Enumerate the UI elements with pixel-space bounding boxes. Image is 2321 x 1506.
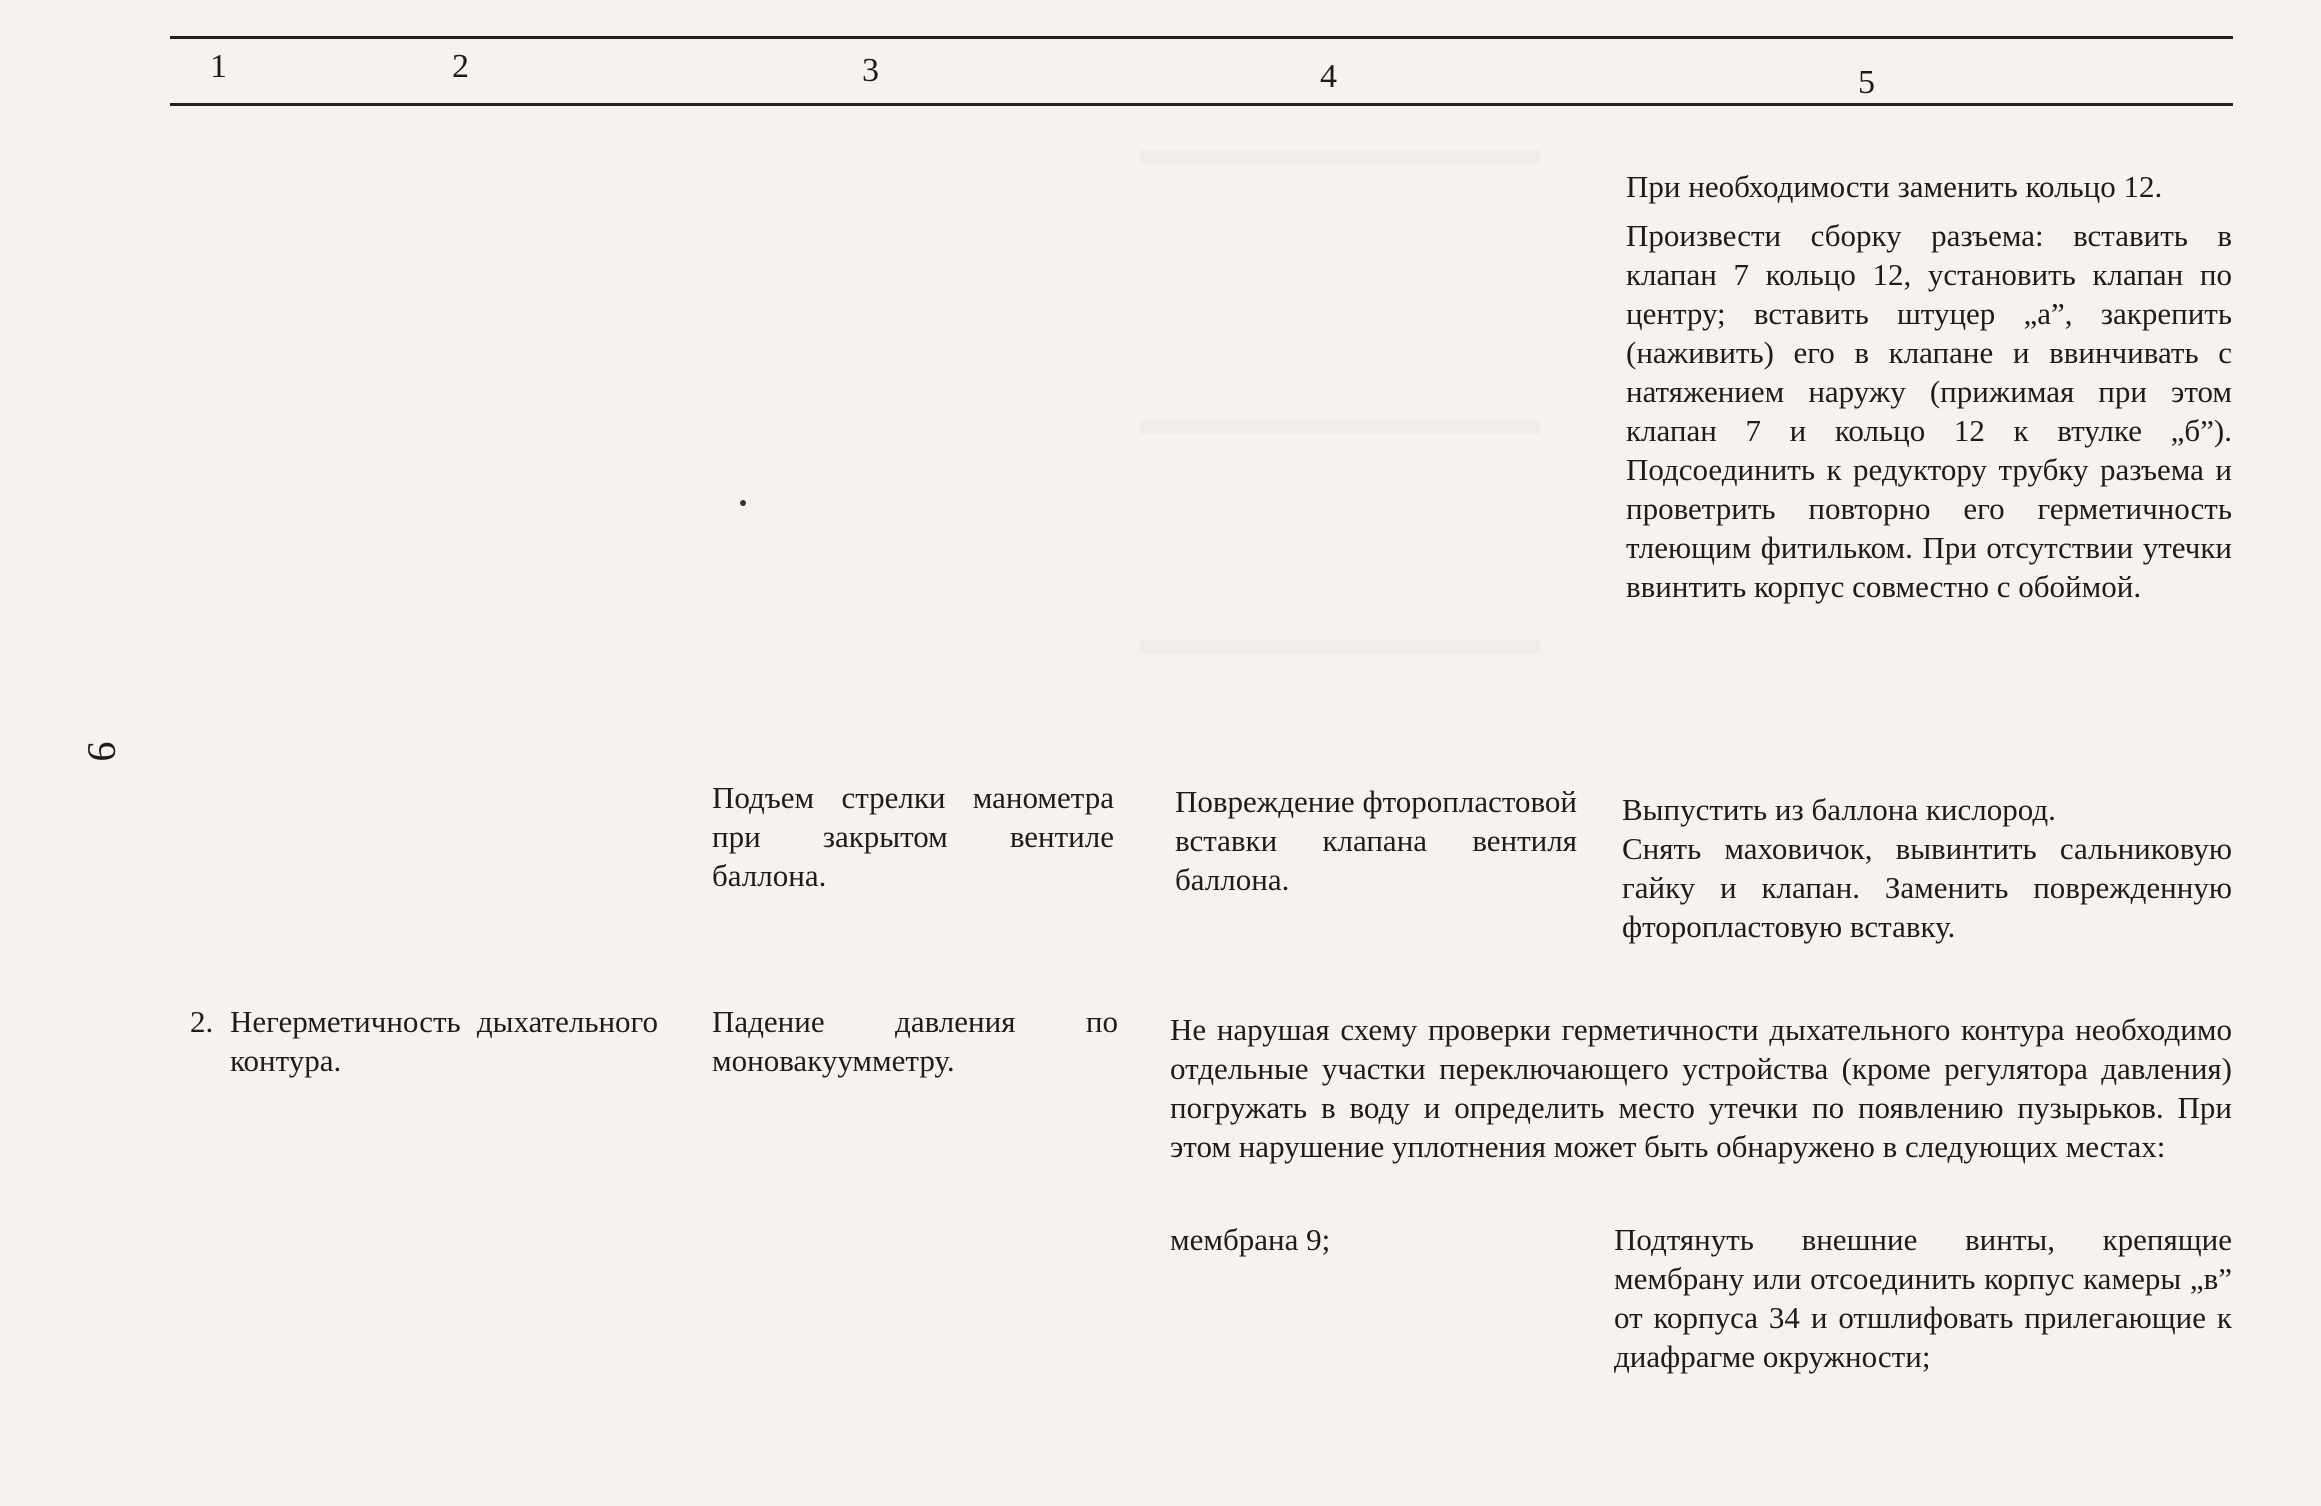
row2-col3-symptom: Подъем стрелки манометра при закрытом вентиле баллона.: [712, 780, 1114, 893]
header-top-rule: [170, 36, 2233, 39]
header-bottom-rule: [170, 103, 2233, 106]
row1-col5-cell: [1626, 167, 2232, 616]
row3-col4-location: мембрана 9;: [1170, 1222, 1331, 1257]
stray-mark: [740, 500, 746, 506]
header-col-4: 4: [1320, 58, 1337, 95]
bleed-through-shadow: [1140, 420, 1540, 434]
bleed-through-shadow: [1140, 150, 1540, 164]
row3-col3-symptom: Падение давления по моновакуумметру.: [712, 1004, 1118, 1078]
row2-col5-para1: Выпустить из баллона кислород.: [1622, 792, 2056, 827]
row2-col4-cause: Повреждение фторопластовой вставки клапана вентиля баллона.: [1175, 784, 1577, 897]
row2-col5-cell: [1622, 790, 2232, 956]
row1-col5-para2: Произвести сборку разъема: вставить в клапан 7 кольцо 12, установить клапан по центру; вставить штуцер „а”, закрепить (наживить) его в клапане и ввинчивать с натяжением наружу (прижимая при этом клапан 7 и кольцо 12 к втулке „б”). Подсоединить к редуктору трубку разъема и проветрить повторно его герметичность тлеющим фитильком. При отсутствии утечки ввинтить корпус совместно с обоймой.: [1626, 218, 2232, 604]
row2-col5-para2: Снять маховичок, вывинтить сальниковую гайку и клапан. Заменить поврежденную фторопластовую вставку.: [1622, 831, 2232, 944]
header-col-3: 3: [862, 52, 879, 89]
header-col-2: 2: [452, 48, 469, 85]
bleed-through-shadow: [1140, 640, 1540, 654]
row1-col5-para1: При необходимости заменить кольцо 12.: [1626, 169, 2163, 204]
row3-col2-fault: Негерметичность дыхательного контура.: [230, 1004, 658, 1078]
row3-number: 2.: [190, 1004, 214, 1039]
row3-col5-remedy: Подтянуть внешние винты, крепящие мембрану или отсоединить корпус камеры „в” от корпуса 34 и отшлифовать прилегающие к диафрагме окружности;: [1614, 1222, 2232, 1374]
row3-col45-instruction: Не нарушая схему проверки герметичности дыхательного контура необходимо отдельные участки переключающего устройства (кроме регулятора давления) погружать в воду и определить место утечки по появлению пузырьков. При этом нарушение уплотнения может быть обнаружено в следующих местах:: [1170, 1012, 2232, 1164]
page-number: 9: [79, 741, 125, 762]
header-col-1: 1: [210, 48, 227, 85]
header-col-5: 5: [1858, 64, 1875, 101]
